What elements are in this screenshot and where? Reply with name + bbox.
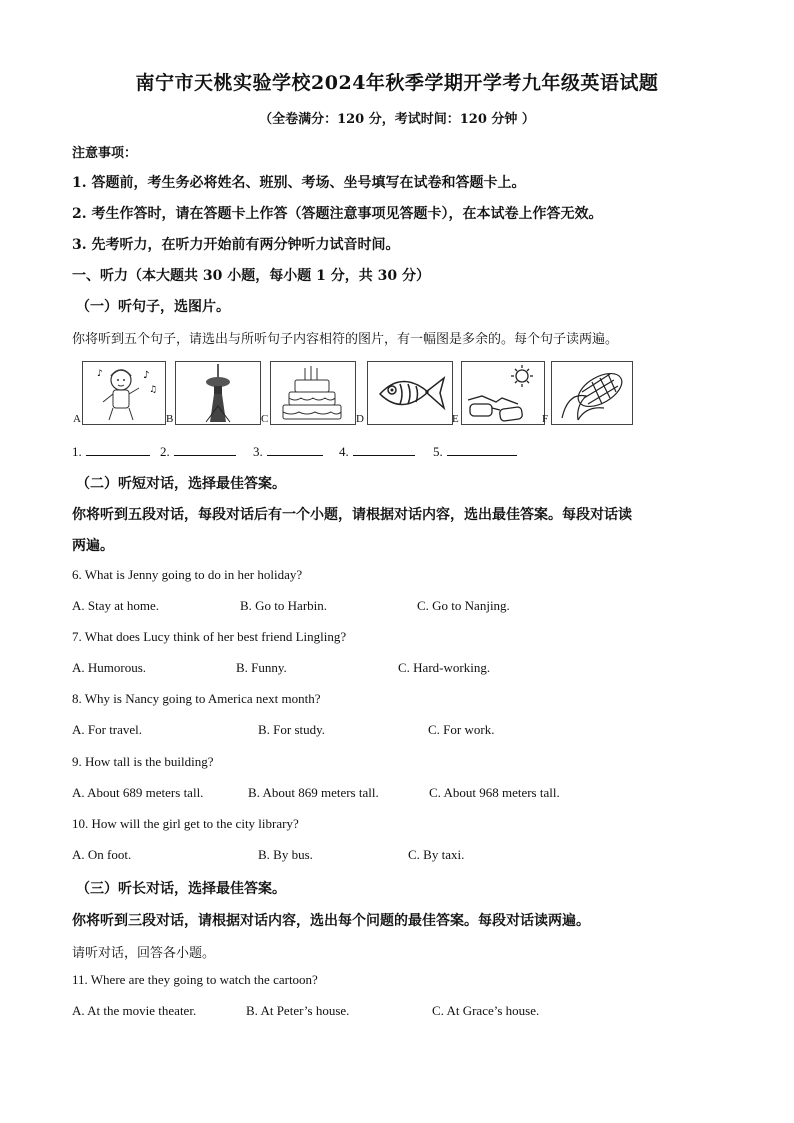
answer-blank-4[interactable]: 4. (339, 443, 415, 460)
option-9a[interactable]: A. About 689 meters tall. (72, 785, 204, 800)
option-7b[interactable]: B. Funny. (236, 660, 287, 675)
svg-text:♫: ♫ (149, 385, 158, 395)
answer-blank-5[interactable]: 5. (433, 443, 517, 460)
birthday-cake-icon (271, 362, 355, 424)
part3-instruction: 你将听到三段对话，请根据对话内容，选出每个问题的最佳答案。每段对话读两遍。 (72, 913, 590, 929)
question-7: 7. What does Lucy think of her best friend Lingling? (72, 629, 347, 644)
option-10c[interactable]: C. By taxi. (408, 847, 465, 862)
option-11a[interactable]: A. At the movie theater. (72, 1003, 197, 1018)
part2-instruction-line2: 两遍。 (72, 538, 114, 554)
exam-subtitle: （全卷满分：120 分，考试时间：120 分钟 ） (259, 112, 535, 127)
option-6b[interactable]: B. Go to Harbin. (240, 598, 328, 613)
picture-a (82, 361, 166, 425)
option-7c[interactable]: C. Hard-working. (398, 660, 491, 675)
option-11c[interactable]: C. At Grace’s house. (432, 1003, 540, 1018)
question-11: 11. Where are they going to watch the cartoon? (72, 972, 318, 987)
picture-label-b: B (166, 413, 174, 425)
part1-heading: （一）听句子，选图片。 (76, 299, 230, 315)
picture-d (367, 361, 453, 425)
picture-label-e: E (452, 413, 459, 425)
option-8a[interactable]: A. For travel. (72, 722, 143, 737)
singing-girl-icon (83, 362, 165, 424)
question-9: 9. How tall is the building? (72, 754, 214, 769)
notice-item-2: 2. 考生作答时，请在答题卡上作答（答题注意事项见答题卡），在本试卷上作答无效。 (72, 206, 603, 222)
option-10a[interactable]: A. On foot. (72, 847, 132, 862)
option-9c[interactable]: C. About 968 meters tall. (429, 785, 560, 800)
option-6c[interactable]: C. Go to Nanjing. (417, 598, 510, 613)
answer-blank-2[interactable]: 2. (160, 443, 236, 460)
option-7a[interactable]: A. Humorous. (72, 660, 147, 675)
part2-instruction-line1: 你将听到五段对话，每段对话后有一个小题，请根据对话内容，选出最佳答案。每段对话读 (72, 507, 632, 523)
answer-blank-3[interactable]: 3. (253, 443, 323, 460)
corn-icon (552, 362, 632, 424)
notice-heading: 注意事项： (72, 146, 138, 161)
part3-heading: （三）听长对话，选择最佳答案。 (76, 881, 286, 897)
notice-item-1: 1. 答题前，考生务必将姓名、班别、考场、坐号填写在试卷和答题卡上。 (72, 175, 526, 191)
svg-text:♪: ♪ (97, 369, 103, 379)
part3-sub-instruction: 请听对话，回答各小题。 (72, 946, 216, 961)
section-heading: 一、听力（本大题共 30 小题，每小题 1 分，共 30 分） (72, 268, 430, 284)
sunglasses-sun-icon (462, 362, 544, 424)
picture-label-a: A (73, 413, 81, 425)
answer-blank-1[interactable]: 1. (72, 443, 150, 460)
option-8c[interactable]: C. For work. (428, 722, 495, 737)
question-6: 6. What is Jenny going to do in her holiday? (72, 567, 303, 582)
picture-b (175, 361, 261, 425)
fish-icon (368, 362, 452, 424)
question-8: 8. Why is Nancy going to America next month? (72, 691, 321, 706)
option-6a[interactable]: A. Stay at home. (72, 598, 160, 613)
picture-c (270, 361, 356, 425)
part2-heading: （二）听短对话，选择最佳答案。 (76, 476, 286, 492)
picture-label-f: F (542, 413, 549, 425)
option-11b[interactable]: B. At Peter’s house. (246, 1003, 350, 1018)
part1-instruction: 你将听到五个句子，请选出与所听句子内容相符的图片，有一幅图是多余的。每个句子读两遍。 (72, 332, 619, 347)
picture-e (461, 361, 545, 425)
option-9b[interactable]: B. About 869 meters tall. (248, 785, 379, 800)
option-8b[interactable]: B. For study. (258, 722, 326, 737)
svg-text:♪: ♪ (143, 370, 150, 381)
option-10b[interactable]: B. By bus. (258, 847, 313, 862)
tower-icon (176, 362, 260, 424)
picture-label-c: C (261, 413, 269, 425)
notice-item-3: 3. 先考听力，在听力开始前有两分钟听力试音时间。 (72, 237, 400, 253)
exam-title: 南宁市天桃实验学校2024年秋季学期开学考九年级英语试题 (135, 72, 659, 94)
picture-label-d: D (356, 413, 364, 425)
picture-f (551, 361, 633, 425)
question-10: 10. How will the girl get to the city library? (72, 816, 299, 831)
